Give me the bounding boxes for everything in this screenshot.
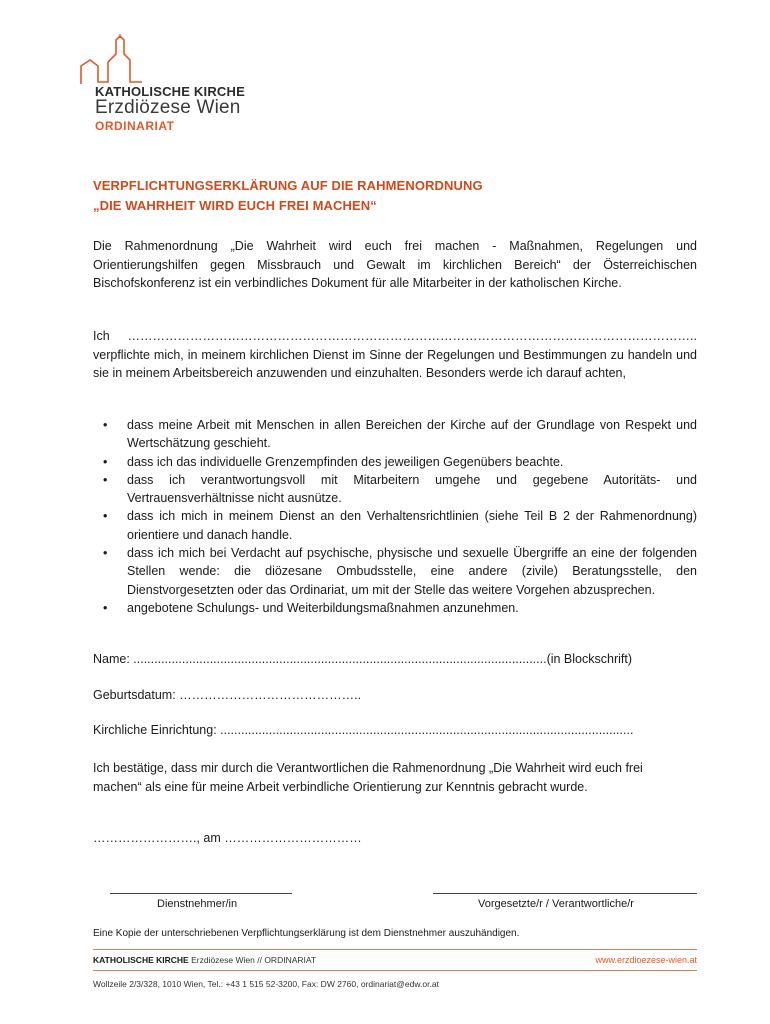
copy-note: Eine Kopie der unterschriebenen Verpflichtungserklärung ist dem Dienstnehmer auszuhändigen.	[93, 928, 520, 939]
bullet-icon: •	[103, 509, 108, 524]
supervisor-signature-line[interactable]	[433, 893, 697, 894]
intro-paragraph: Die Rahmenordnung „Die Wahrheit wird euch frei machen - Maßnahmen, Regelungen und Orientierungshilfen gegen Missbrauch und Gewalt im kirchlichen Bereich“ der Österreichischen Bischofskonferenz ist ein verbindliches Dokument für alle Mitarbeiter in der katholischen Kirche.	[93, 239, 697, 290]
bullet-icon: •	[103, 418, 108, 432]
logo	[80, 34, 280, 134]
place-date-field[interactable]: ……………………., am ……………………………	[93, 831, 362, 845]
name-field[interactable]: Name: .......................................................................................................................(in Blockschrift)	[93, 652, 632, 666]
bullet-icon: •	[103, 454, 108, 469]
footer-org-bold: KATHOLISCHE KIRCHE	[93, 955, 189, 965]
church-outline-icon	[80, 34, 160, 86]
document-title	[93, 176, 483, 216]
list-item	[93, 544, 697, 599]
logo-title: KATHOLISCHE KIRCHE	[95, 84, 245, 99]
bullet-icon: •	[103, 600, 108, 615]
logo-subtitle: Erzdiözese Wien	[95, 97, 241, 118]
list-item	[93, 507, 697, 544]
confirmation-paragraph: Ich bestätige, dass mir durch die Verantwortlichen die Rahmenordnung „Die Wahrheit wird euch frei machen“ als eine für meine Arbeit verbindliche Orientierung zur Kenntnis gebracht wurde.	[93, 761, 643, 794]
bullet-icon: •	[103, 546, 108, 561]
institution-field[interactable]: Kirchliche Einrichtung: .......................................................................................................................	[93, 723, 634, 737]
footer-address: Wollzeile 2/3/328, 1010 Wien, Tel.: +43 1 515 52-3200, Fax: DW 2760, ordinariat@edw.or.at	[93, 979, 439, 989]
employee-signature-line[interactable]	[110, 893, 292, 894]
list-item-text: angebotene Schulungs- und Weiterbildungsmaßnahmen anzunehmen.	[127, 600, 519, 615]
list-item	[93, 416, 697, 453]
birthdate-field[interactable]: Geburtsdatum: ……………………………………..	[93, 688, 362, 702]
list-item	[93, 453, 697, 471]
list-item	[93, 471, 697, 508]
list-item-text: dass meine Arbeit mit Menschen in allen Bereichen der Kirche auf der Grundlage von Respekt und Wertschätzung geschieht.	[127, 418, 697, 451]
list-item-text: dass ich mich in meinem Dienst an den Verhaltensrichtlinien (siehe Teil B 2 der Rahmenordnung) orientiere und danach handle.	[127, 509, 697, 542]
title-line-2: „DIE WAHRHEIT WIRD EUCH FREI MACHEN“	[93, 198, 377, 213]
footer-organisation	[93, 955, 316, 965]
logo-department: ORDINARIAT	[95, 119, 175, 133]
supervisor-signature-label: Vorgesetzte/r / Verantwortliche/r	[478, 898, 634, 910]
title-line-1: VERPFLICHTUNGSERKLÄRUNG AUF DIE RAHMENORDNUNG	[93, 178, 483, 193]
bullet-icon: •	[103, 472, 108, 487]
employee-signature-label: Dienstnehmer/in	[157, 898, 238, 910]
list-item-text: dass ich mich bei Verdacht auf psychische, physische und sexuelle Übergriffe an eine der folgenden Stellen wende: die diözesane Ombudsstelle, eine andere (zivile) Beratungsstelle, den Dienstvorgesetzten oder das Ordinariat, um mit der Stelle das weitere Vorgehen abzusprechen.	[127, 546, 697, 597]
footer-divider-top	[93, 949, 697, 950]
footer-org-rest: Erzdiözese Wien // ORDINARIAT	[191, 955, 317, 965]
footer-divider-bottom	[93, 970, 697, 971]
list-item-text: dass ich verantwortungsvoll mit Mitarbeitern umgehe und gegebene Autoritäts- und Vertrauensverhältnisse nicht ausnütze.	[127, 472, 697, 506]
footer-website-link[interactable]: www.erzdioezese-wien.at	[595, 955, 697, 965]
commitment-list	[93, 416, 697, 617]
commitment-paragraph: Ich ……………………………………………………………………………………………………………………….. verpflichte mich, in meinem kirchlichen Dienst im Sinne der Regelungen und Bestimmungen zu handeln und sie in meinem Arbeitsbereich anzuwenden und einzuhalten. Besonders werde ich darauf achten,	[93, 329, 697, 380]
list-item	[93, 599, 697, 617]
list-item-text: dass ich das individuelle Grenzempfinden des jeweiligen Gegenübers beachte.	[127, 454, 564, 469]
